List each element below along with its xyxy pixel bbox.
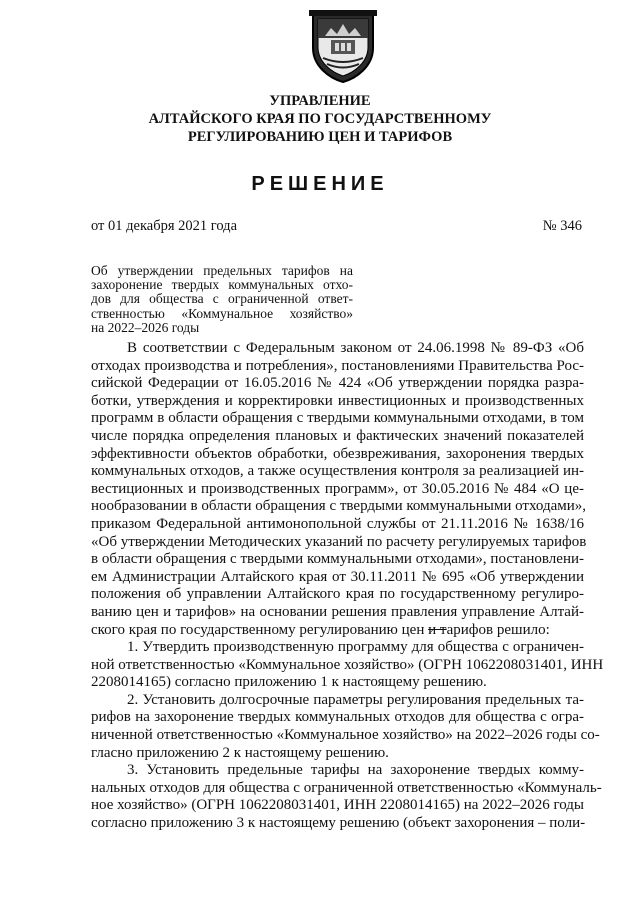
- body-line: В соответствии с Федеральным законом от 24.06.1998 № 89-ФЗ «Об: [127, 340, 584, 356]
- body-line: в области обращения с твердыми коммунальными отходами», постановлени-: [91, 551, 584, 568]
- organization-name: [0, 92, 640, 146]
- document-body: [91, 340, 604, 833]
- body-line: нальных отходов для общества с ограниченной ответственностью «Коммуналь-: [91, 779, 602, 796]
- body-line: «Об утверждении Методических указаний по расчету регулируемых тарифов: [91, 533, 587, 550]
- body-line: сийской Федерации от 16.05.2016 № 424 «Об утверждении порядка разра-: [91, 375, 584, 392]
- body-line: ниченной ответственностью «Коммунальное хозяйство» на 2022–2026 годы со-: [91, 727, 600, 744]
- body-line: рифов на захоронение твердых коммунальных отходов для общества с огра-: [91, 709, 584, 726]
- body-line: ной ответственностью «Коммунальное хозяйство» (ОГРН 1062208031401, ИНН: [91, 656, 604, 673]
- body-text-fragment: ского края по государственному регулированию цен: [91, 621, 429, 638]
- subject-line: захоронение твердых коммунальных отхо-: [91, 277, 353, 293]
- body-line: приказом Федеральной антимонопольной службы от 21.11.2016 № 1638/16: [91, 515, 584, 532]
- body-line: ботки, утверждения и корректировки инвестиционных и производственных: [91, 392, 584, 409]
- body-line: [91, 622, 584, 640]
- coat-of-arms-emblem: [307, 8, 379, 84]
- subject-line: на 2022–2026 годы: [91, 319, 200, 335]
- body-line: 3. Установить предельные тарифы на захоронение твердых комму-: [127, 762, 584, 779]
- body-line: эффективности объектов обработки, обезвреживания, захоронения твердых: [91, 445, 584, 462]
- body-text-fragment: арифов решило:: [446, 621, 550, 638]
- decision-subject: [91, 264, 353, 335]
- subject-line: дов для общества с ограниченной ответ-: [91, 291, 353, 307]
- subject-line: ственностью «Коммунальное хозяйство»: [91, 305, 353, 321]
- body-line: ное хозяйство» (ОГРН 1062208031401, ИНН 2208014165) на 2022–2026 годы: [91, 797, 585, 814]
- body-line: числе порядка определения плановых и фактических значений показателей: [91, 427, 584, 444]
- body-line: гласно приложению 2 к настоящему решению.: [91, 744, 389, 761]
- body-line: положения об управлении Алтайского края по государственному регулиро-: [91, 586, 584, 603]
- document-type-title: РЕШЕНИЕ: [251, 173, 389, 195]
- org-line: РЕГУЛИРОВАНИЮ ЦЕН И ТАРИФОВ: [187, 129, 453, 145]
- body-line: вестиционных и производственных программ», от 30.05.2016 № 484 «О це-: [91, 480, 584, 497]
- body-line: программ в области обращения с твердыми коммунальными отходами, в том: [91, 410, 584, 427]
- body-line: отходах производства и потребления», постановлениями Правительства Рос-: [91, 357, 584, 374]
- body-line: 2208014165) согласно приложению 1 к настоящему решению.: [91, 674, 487, 691]
- decision-number: № 346: [542, 218, 582, 234]
- body-line: коммунальных отходов, а также осуществления контроля за реализацией ин-: [91, 463, 584, 480]
- body-line: нообразовании в области обращения с твердыми коммунальными отходами»,: [91, 498, 587, 515]
- body-line: согласно приложению 3 к настоящему решению (объект захоронения – поли-: [91, 815, 586, 832]
- decision-date: от 01 декабря 2021 года: [91, 218, 237, 234]
- org-line: АЛТАЙСКОГО КРАЯ ПО ГОСУДАРСТВЕННОМУ: [148, 111, 492, 127]
- org-line: УПРАВЛЕНИЕ: [269, 93, 371, 109]
- body-line: ванию цен и тарифов» на основании решения правления управление Алтай-: [91, 603, 584, 620]
- struck-text-fragment: и т: [428, 621, 447, 638]
- body-line: ем Администрации Алтайского края от 30.11.2011 № 695 «Об утверждении: [91, 568, 584, 585]
- subject-line: Об утверждении предельных тарифов на: [91, 263, 353, 278]
- body-line: 1. Утвердить производственную программу для общества с ограничен-: [127, 639, 584, 656]
- body-line: 2. Установить долгосрочные параметры регулирования предельных та-: [127, 691, 584, 708]
